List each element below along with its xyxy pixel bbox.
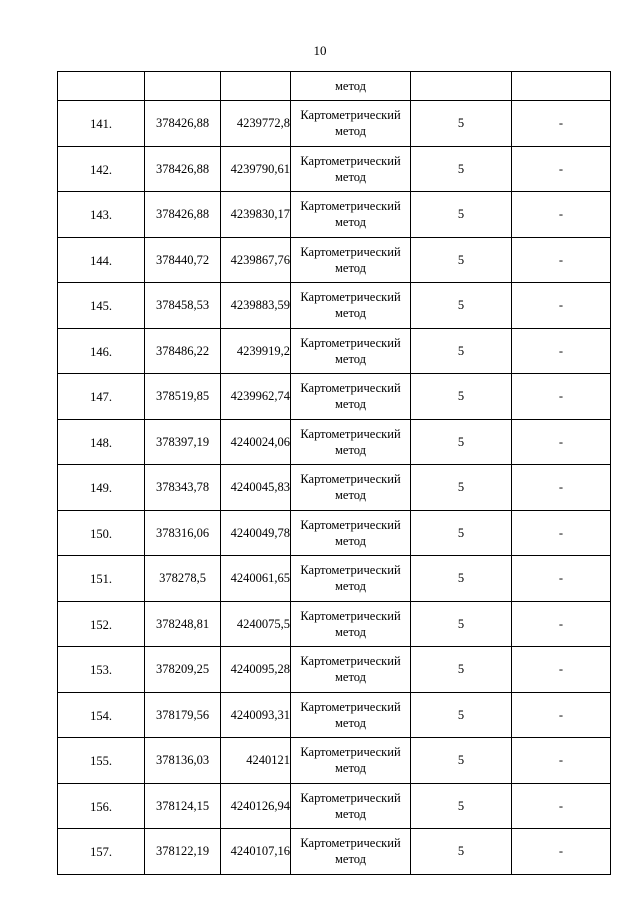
page-number: 10 (313, 43, 327, 58)
table-row (58, 556, 611, 602)
cell-accuracy: 5 (411, 146, 512, 192)
cell-method (291, 556, 411, 602)
cell-point-number: 144. (58, 237, 145, 283)
table-row (58, 692, 611, 738)
table-row (58, 465, 611, 511)
table-row (58, 237, 611, 283)
method-line-1: Картометрический (300, 290, 401, 305)
cell-method (291, 237, 411, 283)
method-line-2: метод (334, 397, 366, 412)
table-row (58, 647, 611, 693)
cell-note: - (512, 192, 611, 238)
cell-y-coordinate: 4240045,83 (221, 465, 291, 511)
cell-accuracy: 5 (411, 510, 512, 556)
cell-y-coordinate: 4239919,2 (221, 328, 291, 374)
cell-point-number: 143. (58, 192, 145, 238)
cell-note: - (512, 647, 611, 693)
method-line-1: Картометрический (300, 244, 401, 259)
method-line-2: метод (334, 533, 366, 548)
method-line-1: Картометрический (300, 472, 401, 487)
cell-point-number: 155. (58, 738, 145, 784)
cell-accuracy: 5 (411, 647, 512, 693)
cell-accuracy: 5 (411, 101, 512, 147)
cell-x-coordinate: 378458,53 (145, 283, 221, 329)
cell-point-number: 152. (58, 601, 145, 647)
cell-accuracy: 5 (411, 601, 512, 647)
method-line-2: метод (334, 624, 366, 639)
cell-accuracy: 5 (411, 237, 512, 283)
method-line-2: метод (334, 169, 366, 184)
cell-method (291, 374, 411, 420)
cell-accuracy: 5 (411, 374, 512, 420)
method-line-1: Картометрический (300, 608, 401, 623)
cell-note: - (512, 146, 611, 192)
cell-y-coordinate: 4239883,59 (221, 283, 291, 329)
cell-empty (411, 72, 512, 101)
cell-accuracy: 5 (411, 829, 512, 875)
method-line-2: метод (334, 852, 366, 867)
cell-y-coordinate: 4239867,76 (221, 237, 291, 283)
cell-x-coordinate: 378440,72 (145, 237, 221, 283)
table-row (58, 328, 611, 374)
method-line-1: Картометрический (300, 199, 401, 214)
table-row (58, 738, 611, 784)
cell-point-number: 142. (58, 146, 145, 192)
cell-y-coordinate: 4240093,31 (221, 692, 291, 738)
cell-x-coordinate: 378124,15 (145, 783, 221, 829)
cell-y-coordinate: 4239772,8 (221, 101, 291, 147)
method-line-2: метод (334, 488, 366, 503)
method-line-2: метод (334, 306, 366, 321)
table-row (58, 783, 611, 829)
cell-point-number: 154. (58, 692, 145, 738)
cell-method (291, 283, 411, 329)
method-line-1: Картометрический (300, 654, 401, 669)
method-line-2: метод (334, 670, 366, 685)
cell-x-coordinate: 378248,81 (145, 601, 221, 647)
cell-x-coordinate: 378397,19 (145, 419, 221, 465)
table-row (58, 283, 611, 329)
method-line-1: Картометрический (300, 108, 401, 123)
cell-method (291, 328, 411, 374)
method-line-1: Картометрический (300, 381, 401, 396)
cell-note: - (512, 374, 611, 420)
cell-note: - (512, 783, 611, 829)
cell-point-number: 141. (58, 101, 145, 147)
method-line-1: Картометрический (300, 335, 401, 350)
cell-point-number: 149. (58, 465, 145, 511)
method-line-1: Картометрический (300, 790, 401, 805)
method-line-2: метод (334, 351, 366, 366)
cell-x-coordinate: 378426,88 (145, 146, 221, 192)
cell-accuracy: 5 (411, 192, 512, 238)
table-row (58, 101, 611, 147)
cell-method (291, 510, 411, 556)
cell-x-coordinate: 378519,85 (145, 374, 221, 420)
cell-note: - (512, 510, 611, 556)
cell-method (291, 101, 411, 147)
table-row (58, 374, 611, 420)
method-line-2: метод (334, 579, 366, 594)
method-line-1: Картометрический (300, 517, 401, 532)
cell-x-coordinate: 378426,88 (145, 101, 221, 147)
cell-x-coordinate: 378426,88 (145, 192, 221, 238)
method-line-2: метод (334, 124, 366, 139)
cell-accuracy: 5 (411, 783, 512, 829)
cell-empty (221, 72, 291, 101)
method-line-2: метод (334, 715, 366, 730)
cell-method: метод (291, 72, 411, 101)
table-row (58, 419, 611, 465)
coordinates-table (57, 71, 611, 875)
cell-point-number: 153. (58, 647, 145, 693)
table-row (58, 146, 611, 192)
method-line-1: Картометрический (300, 699, 401, 714)
method-line-2: метод (334, 806, 366, 821)
method-line-2: метод (334, 442, 366, 457)
cell-note: - (512, 328, 611, 374)
cell-x-coordinate: 378343,78 (145, 465, 221, 511)
cell-accuracy: 5 (411, 283, 512, 329)
cell-y-coordinate: 4240061,65 (221, 556, 291, 602)
cell-x-coordinate: 378179,56 (145, 692, 221, 738)
cell-method (291, 465, 411, 511)
cell-y-coordinate: 4239830,17 (221, 192, 291, 238)
cell-point-number: 151. (58, 556, 145, 602)
cell-accuracy: 5 (411, 692, 512, 738)
cell-method (291, 146, 411, 192)
cell-y-coordinate: 4240024,06 (221, 419, 291, 465)
table-row (58, 510, 611, 556)
cell-point-number: 156. (58, 783, 145, 829)
cell-y-coordinate: 4240095,28 (221, 647, 291, 693)
cell-point-number: 157. (58, 829, 145, 875)
cell-note: - (512, 601, 611, 647)
cell-point-number: 148. (58, 419, 145, 465)
cell-method (291, 829, 411, 875)
cell-x-coordinate: 378136,03 (145, 738, 221, 784)
method-line-1: Картометрический (300, 836, 401, 851)
cell-y-coordinate: 4240075,5 (221, 601, 291, 647)
method-line-2: метод (334, 761, 366, 776)
method-line-2: метод (334, 215, 366, 230)
cell-note: - (512, 283, 611, 329)
cell-y-coordinate: 4240121 (221, 738, 291, 784)
cell-accuracy: 5 (411, 465, 512, 511)
cell-accuracy: 5 (411, 328, 512, 374)
cell-accuracy: 5 (411, 419, 512, 465)
cell-point-number: 147. (58, 374, 145, 420)
cell-note: - (512, 692, 611, 738)
cell-point-number: 150. (58, 510, 145, 556)
cell-method (291, 692, 411, 738)
cell-accuracy: 5 (411, 556, 512, 602)
cell-empty (512, 72, 611, 101)
cell-y-coordinate: 4239962,74 (221, 374, 291, 420)
cell-point-number: 145. (58, 283, 145, 329)
cell-x-coordinate: 378278,5 (145, 556, 221, 602)
method-line-1: Картометрический (300, 745, 401, 760)
method-line-2: метод (334, 260, 366, 275)
table-row (58, 601, 611, 647)
cell-x-coordinate: 378122,19 (145, 829, 221, 875)
cell-method (291, 192, 411, 238)
cell-y-coordinate: 4239790,61 (221, 146, 291, 192)
cell-note: - (512, 829, 611, 875)
cell-note: - (512, 556, 611, 602)
table-row (58, 192, 611, 238)
cell-point-number: 146. (58, 328, 145, 374)
cell-method (291, 738, 411, 784)
cell-note: - (512, 237, 611, 283)
cell-note: - (512, 101, 611, 147)
cell-method (291, 419, 411, 465)
method-line-1: Картометрический (300, 426, 401, 441)
method-line-1: Картометрический (300, 563, 401, 578)
cell-method (291, 647, 411, 693)
cell-empty (145, 72, 221, 101)
cell-accuracy: 5 (411, 738, 512, 784)
cell-note: - (512, 419, 611, 465)
method-line-1: Картометрический (300, 153, 401, 168)
cell-note: - (512, 465, 611, 511)
cell-x-coordinate: 378486,22 (145, 328, 221, 374)
cell-y-coordinate: 4240107,16 (221, 829, 291, 875)
cell-method (291, 601, 411, 647)
cell-empty (58, 72, 145, 101)
cell-note: - (512, 738, 611, 784)
cell-x-coordinate: 378316,06 (145, 510, 221, 556)
cell-y-coordinate: 4240049,78 (221, 510, 291, 556)
cell-method (291, 783, 411, 829)
cell-x-coordinate: 378209,25 (145, 647, 221, 693)
cell-y-coordinate: 4240126,94 (221, 783, 291, 829)
continuation-row (58, 72, 611, 101)
table-row (58, 829, 611, 875)
